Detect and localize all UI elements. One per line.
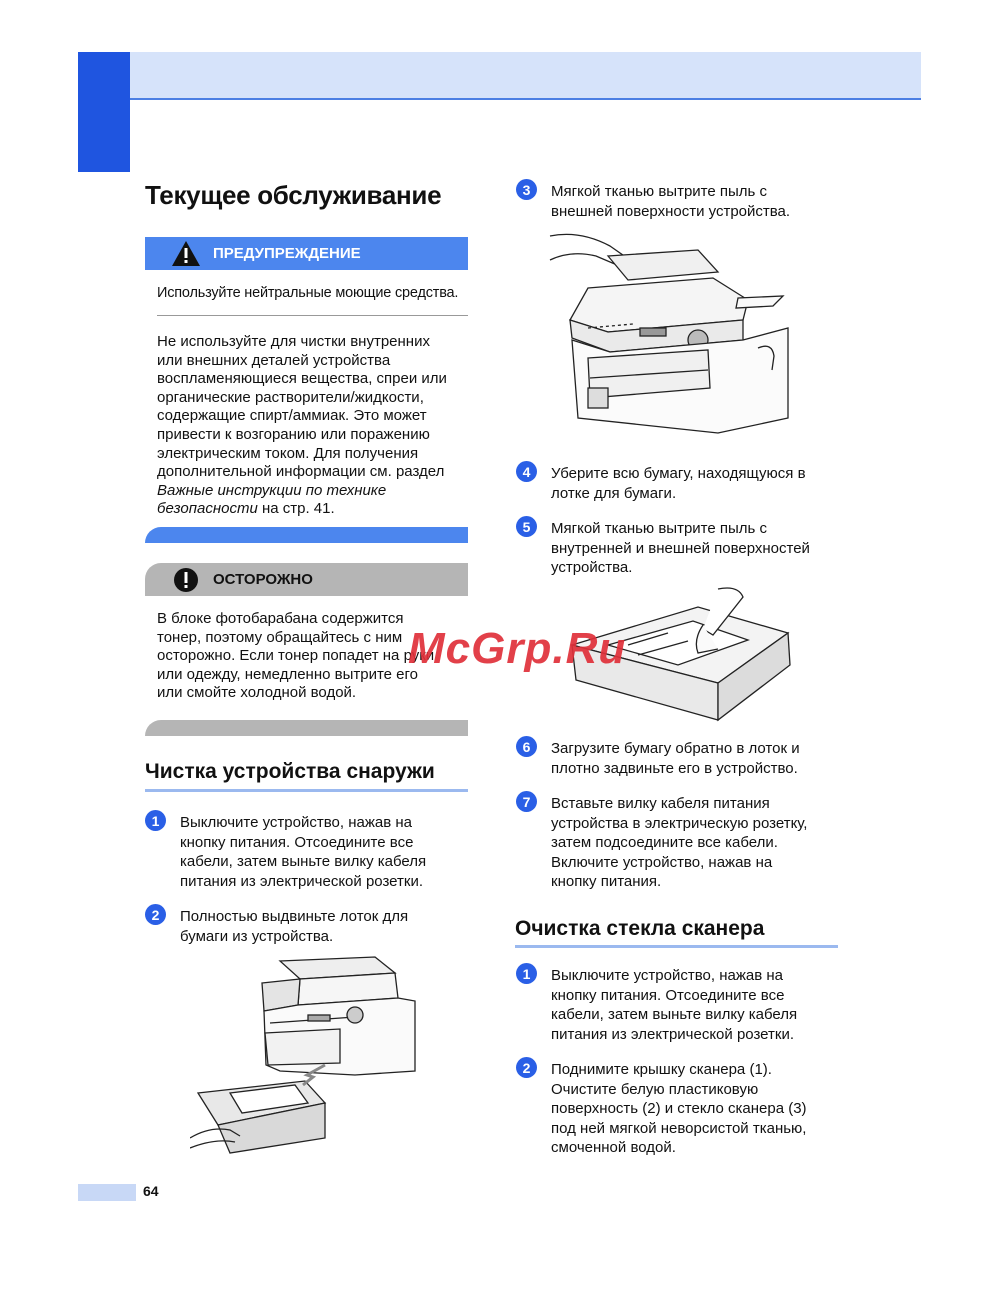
section-rule — [145, 789, 468, 792]
printer-wipe-exterior-illustration — [548, 228, 798, 448]
warning-text-line: воспламеняющиеся вещества, спреи или — [157, 370, 447, 388]
step-text — [551, 464, 806, 503]
step-number: 5 — [516, 516, 537, 537]
step-line: бумаги из устройства. — [180, 927, 334, 945]
step-line: Мягкой тканью вытрите пыль с — [551, 520, 768, 537]
step-line: Вставьте вилку кабеля питания — [551, 795, 770, 812]
step-line: питания из электрической розетки. — [180, 872, 423, 890]
step-text — [551, 519, 810, 578]
warning-text-line: привести к возгоранию или поражению — [157, 425, 430, 443]
step-line: плотно задвиньте его в устройство. — [551, 759, 798, 777]
step-text — [551, 1060, 807, 1158]
caution-banner — [145, 563, 468, 596]
section-title-exterior: Чистка устройства снаружи — [145, 760, 435, 783]
warning-label: ПРЕДУПРЕЖДЕНИЕ — [213, 245, 361, 262]
step-line: поверхность (2) и стекло сканера (3) — [551, 1100, 807, 1117]
warning-text-line: органические растворители/жидкости, — [157, 388, 424, 406]
step-line: кабели, затем выньте вилку кабеля — [180, 853, 427, 870]
step-line: кнопку питания. Отсоедините все — [180, 833, 414, 851]
caution-label: ОСТОРОЖНО — [213, 571, 313, 588]
step-line: лотке для бумаги. — [551, 484, 677, 502]
step-line: Включите устройство, нажав на — [551, 853, 773, 871]
section-rule — [515, 945, 838, 948]
page-number: 64 — [143, 1183, 159, 1199]
step-line: питания из электрической розетки. — [551, 1025, 794, 1043]
step-line: кабели, затем выньте вилку кабеля — [551, 1006, 798, 1023]
step-text — [551, 966, 797, 1044]
step-number: 3 — [516, 179, 537, 200]
step-line: кнопку питания. — [551, 873, 662, 890]
step-line: затем подсоедините все кабели. — [551, 834, 778, 851]
step-line: Мягкой тканью вытрите пыль с — [551, 183, 768, 200]
caution-text-line: В блоке фотобарабана содержится — [157, 610, 404, 627]
warning-banner — [145, 237, 468, 270]
step-line: Поднимите крышку сканера (1). — [551, 1061, 772, 1078]
warning-paragraph — [157, 333, 477, 519]
exclamation-icon — [171, 565, 201, 595]
caution-text-line: осторожно. Если тонер попадет на руки — [157, 647, 435, 665]
step-text — [180, 813, 426, 891]
warning-text-line: содержащие спирт/аммиак. Это может — [157, 407, 427, 425]
step-number: 2 — [516, 1057, 537, 1078]
step-number: 1 — [145, 810, 166, 831]
step-line: Уберите всю бумагу, находящуюся в — [551, 465, 806, 482]
watermark: McGrp.Ru — [408, 624, 627, 673]
warning-triangle-icon — [171, 239, 201, 269]
step-line: Очистите белую пластиковую — [551, 1080, 759, 1098]
footer-band — [78, 1184, 136, 1201]
chapter-tab — [78, 52, 130, 172]
printer-tray-out-illustration — [190, 953, 430, 1158]
header-band — [78, 52, 921, 100]
warning-text-line: или внешних деталей устройства — [157, 351, 391, 369]
page-title: Текущее обслуживание — [145, 180, 442, 210]
step-number: 6 — [516, 736, 537, 757]
step-text — [551, 794, 807, 892]
step-text — [551, 182, 790, 221]
page-ref: на стр. 41. — [257, 500, 335, 518]
warning-line1: Используйте нейтральные моющие средства. — [157, 285, 459, 301]
step-number: 7 — [516, 791, 537, 812]
step-line: Выключите устройство, нажав на — [551, 967, 783, 984]
step-line: Загрузите бумагу обратно в лоток и — [551, 740, 800, 757]
safety-ref-italic: безопасности — [157, 500, 258, 518]
step-text — [180, 907, 408, 946]
step-line: Полностью выдвиньте лоток для — [180, 908, 409, 925]
caution-bottom-bar — [145, 720, 468, 736]
warning-text-line: электрическим током. Для получения — [157, 444, 419, 462]
step-number: 4 — [516, 461, 537, 482]
section-title-scanner: Очистка стекла сканера — [515, 917, 765, 940]
warning-bottom-bar — [145, 527, 468, 543]
step-line: Выключите устройство, нажав на — [180, 814, 412, 831]
warning-text-line: дополнительной информации см. раздел — [157, 463, 445, 481]
step-line: под ней мягкой неворсистой тканью, — [551, 1119, 807, 1137]
warning-text-line: Не используйте для чистки внутренних — [157, 333, 430, 350]
step-line: смоченной водой. — [551, 1139, 676, 1156]
step-number: 1 — [516, 963, 537, 984]
caution-text-line: или смойте холодной водой. — [157, 684, 357, 702]
step-line: устройства. — [551, 559, 633, 576]
step-line: внутренней и внешней поверхностей — [551, 539, 810, 557]
caution-text-line: или одежду, немедленно вытрите его — [157, 665, 418, 683]
step-number: 2 — [145, 904, 166, 925]
caution-text-line: тонер, поэтому обращайтесь с ним — [157, 628, 403, 646]
safety-ref-italic: Важные инструкции по технике — [157, 481, 387, 499]
step-line: кнопку питания. Отсоедините все — [551, 986, 785, 1004]
step-line: устройства в электрическую розетку, — [551, 814, 808, 832]
step-line: внешней поверхности устройства. — [551, 202, 791, 220]
warning-divider — [157, 315, 468, 316]
step-text — [551, 739, 800, 778]
